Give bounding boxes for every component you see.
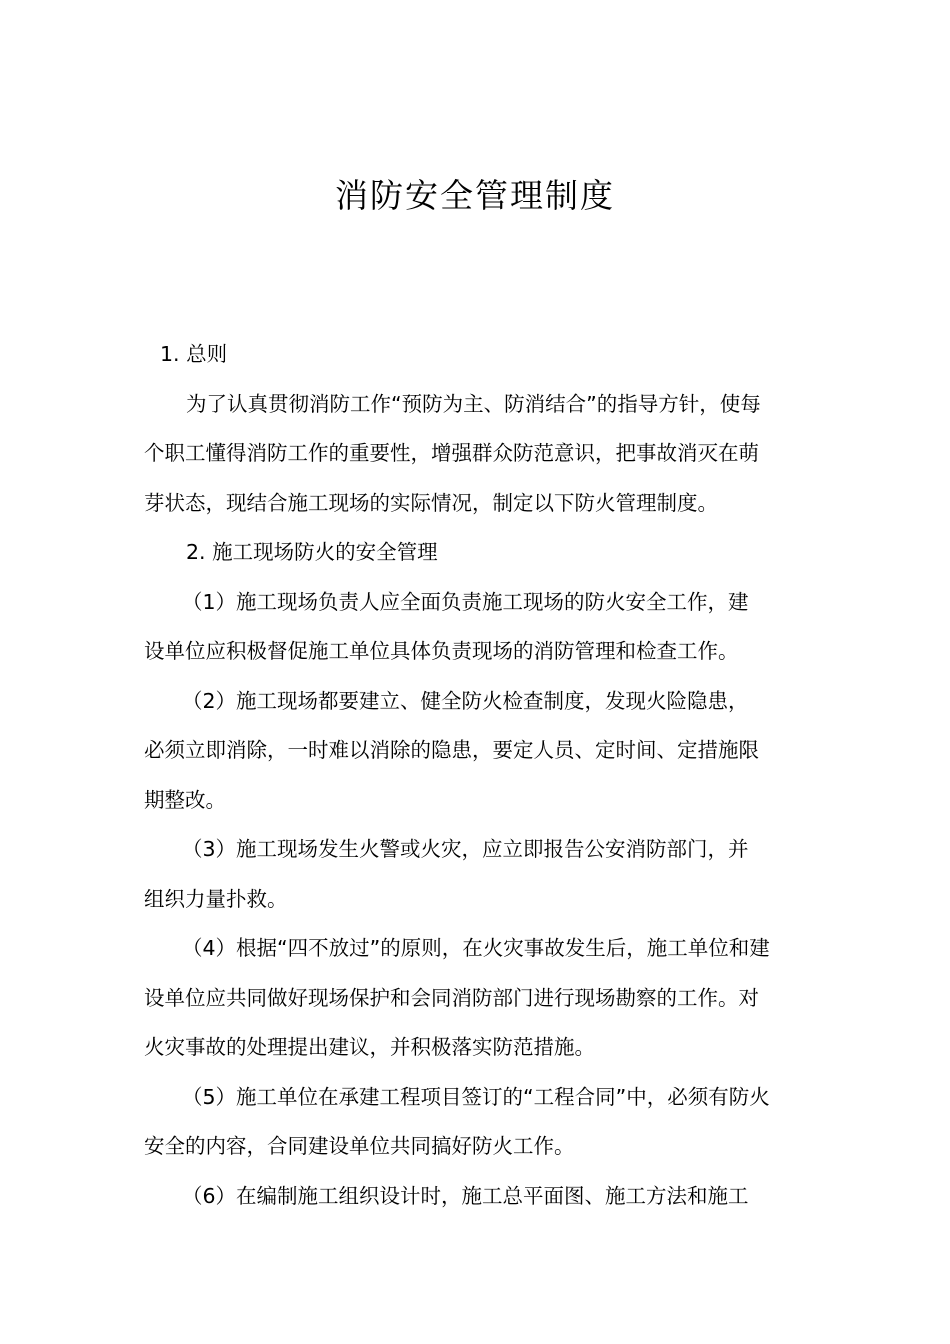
paragraph-line: 个职工懂得消防工作的重要性，增强群众防范意识，把事故消灭在萌 [144,441,759,465]
paragraph-line: （2）施工现场都要建立、健全防火检查制度，发现火险隐患， [182,688,749,713]
paragraph-line: （3）施工现场发生火警或火灾，应立即报告公安消防部门，并 [182,837,749,861]
section-heading-general: 1. 总则 [160,342,228,366]
paragraph-line: （1）施工现场负责人应全面负责施工现场的防火安全工作，建 [182,589,749,614]
paragraph-line: （6）在编制施工组织设计时，施工总平面图、施工方法和施工 [182,1183,749,1208]
paragraph-line: 必须立即消除，一时难以消除的隐患，要定人员、定时间、定措施限 [144,738,759,762]
document-title: 消防安全管理制度 [335,176,615,215]
paragraph-line: 安全的内容，合同建设单位共同搞好防火工作。 [144,1134,575,1158]
paragraph-line: （4）根据“四不放过”的原则，在火灾事故发生后，施工单位和建 [182,936,770,960]
paragraph-line: 组织力量扑救。 [144,886,288,911]
paragraph-line: 芽状态，现结合施工现场的实际情况，制定以下防火管理制度。 [144,490,718,515]
paragraph-line: 设单位应共同做好现场保护和会同消防部门进行现场勘察的工作。对 [144,985,759,1010]
document-body [144,330,808,1221]
paragraph-line: 火灾事故的处理提出建议，并积极落实防范措施。 [144,1035,595,1059]
paragraph-line: （5）施工单位在承建工程项目签订的“工程合同”中，必须有防火 [182,1084,770,1109]
section-heading-site-fire-safety: 2. 施工现场防火的安全管理 [186,540,438,564]
paragraph-line: 设单位应积极督促施工单位具体负责现场的消防管理和检查工作。 [144,639,739,663]
paragraph-line: 为了认真贯彻消防工作“预防为主、防消结合”的指导方针，使每 [186,391,761,416]
paragraph-line: 期整改。 [144,787,226,812]
